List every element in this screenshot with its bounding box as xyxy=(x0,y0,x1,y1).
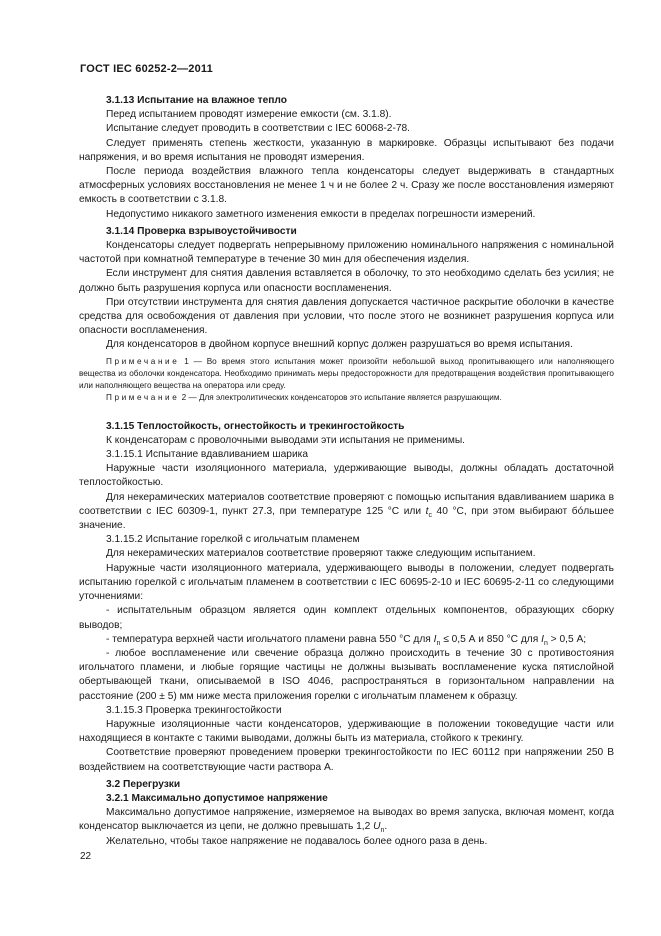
note-2 xyxy=(79,392,614,404)
paragraph: Соответствие проверяют проведением проверки трекингостойкости по IEC 60112 при напряжении 250 В воздействием на соответствующие части раствора А. xyxy=(79,747,614,773)
symbol-i: I xyxy=(541,633,544,645)
note-label: Примечание xyxy=(106,392,180,402)
text-run: > 0,5 А; xyxy=(547,633,587,645)
text-run: Максимально допустимое напряжение, измеряемое на выводах во время запуска, включая момент, когда конденсатор выключается из цепи, не должно превышать 1,2 xyxy=(79,807,614,833)
paragraph: К конденсаторам с проволочными выводами эти испытания не применимы. xyxy=(106,434,465,446)
subscript-n: n xyxy=(543,639,548,647)
list-item xyxy=(79,633,614,647)
symbol-u: U xyxy=(373,821,381,833)
paragraph: Перед испытанием проводят измерение емкости (см. 3.1.8). xyxy=(106,109,392,121)
paragraph xyxy=(79,491,614,534)
symbol-t: t xyxy=(425,505,429,517)
note-label: Примечание xyxy=(106,356,180,366)
text-run: - температура верхней части игольчатого пламени равна 550 °С для xyxy=(106,633,434,645)
subscript-c: c xyxy=(428,511,432,519)
paragraph: Для некерамических материалов соответствие проверяют также следующим испытанием. xyxy=(106,548,536,560)
symbol-i: I xyxy=(433,633,437,645)
section-3-1-14-title: 3.1.14 Проверка взрывоустойчивости xyxy=(106,225,297,237)
text-run: 40 °С, при этом выбирают бóльшее значение. xyxy=(79,505,614,532)
page-number: 22 xyxy=(80,851,92,862)
paragraph: Наружные части изоляционного материала, удерживающие выводы, должны обладать достаточной теплостойкостью. xyxy=(79,463,614,489)
paragraph: При отсутствии инструмента для снятия давления допускается частичное раскрытие оболочки в качестве средства для освобождения от давления при условии, что после этого не возникнет разрушения корпуса или опасности воспламенения. xyxy=(79,296,614,337)
paragraph: Испытание следует проводить в соответствии с IEC 60068-2-78. xyxy=(106,123,411,135)
note-text: 2 — Для электролитических конденсаторов это испытание является разрушающим. xyxy=(181,392,502,402)
paragraph: Для конденсаторов в двойном корпусе внешний корпус должен разрушаться во время испытания. xyxy=(106,339,573,351)
section-3-2-1-title: 3.2.1 Максимально допустимое напряжение xyxy=(106,792,328,804)
subsection-3-1-15-3-title: 3.1.15.3 Проверка трекингостойкости xyxy=(106,704,282,716)
paragraph xyxy=(79,806,614,834)
page-header: ГОСТ IEC 60252-2—2011 xyxy=(80,63,213,75)
text-run: Для некерамических материалов соответствие проверяют с помощью испытания вдавливанием шарика в соответствии с IEC 60309-1, пункт 27.3, при температуре 125 °С или xyxy=(79,491,614,517)
note-text: 1 — Во время этого испытания может произойти небольшой выход пропитывающего или наполняющего вещества из оболочки конденсатора. Необходимо принимать меры предосторожности для предотвращения воздействия пропитывающего или наполняющего вещества на оператора или среду. xyxy=(79,356,614,390)
paragraph: Желательно, чтобы такое напряжение не подавалось более одного раза в день. xyxy=(106,835,488,847)
list-item: - испытательным образцом является один комплект отдельных компонентов, образующих сборку выводов; xyxy=(79,605,614,631)
section-3-2-title: 3.2 Перегрузки xyxy=(106,778,181,790)
section-3-1-15-title: 3.1.15 Теплостойкость, огнестойкость и трекингостойкость xyxy=(106,420,405,432)
paragraph: После периода воздействия влажного тепла конденсаторы следует выдерживать в стандартных атмосферных условиях восстановления не менее 1 ч и не более 2 ч. Сразу же после восстановления измеряют емкость в соответствии с 3.1.8. xyxy=(79,166,614,206)
paragraph: Наружные части изоляционного материала, удерживающего выводы в положении, следует подвергать испытанию горелкой с игольчатым пламенем в соответствии с IEC 60695-2-10 и IEC 60695-2-11 со следующими уточнениями: xyxy=(79,562,614,603)
section-3-1-13-title: 3.1.13 Испытание на влажное тепло xyxy=(106,95,287,106)
subsection-3-1-15-1-title: 3.1.15.1 Испытание вдавливанием шарика xyxy=(106,449,308,461)
text-run: . xyxy=(384,821,388,833)
paragraph: Недопустимо никакого заметного изменения емкости в пределах погрешности измерений. xyxy=(106,208,536,220)
paragraph: Конденсаторы следует подвергать непрерывному приложению номинального напряжения с номинальной частотой при комнатной температуре в течение 30 мин для обеспечения изделия. xyxy=(79,240,614,266)
subscript-n: n xyxy=(436,639,441,647)
list-item: - любое воспламенение или свечение образца должно происходить в течение 30 с противостояния игольчатого пламени, и любые горящие частицы не должны вызывать воспламенение куска пятислойной обертывающей ткани, описываемой в ISO 4046, распространяться в горизонтальном направлении на расстояние (200 ± 5) мм ниже места приложения горелки с игольчатым пламенем к образцу. xyxy=(79,647,614,702)
paragraph: Если инструмент для снятия давления вставляется в оболочку, то это необходимо сделать без усилия; не должно быть разрушения корпуса или опасности воспламенения. xyxy=(79,268,614,294)
text-run: ≤ 0,5 А и 850 °С для xyxy=(440,633,542,645)
note-1 xyxy=(79,356,614,392)
paragraph: Наружные изоляционные части конденсаторов, удерживающие в положении токоведущие части или находящиеся в контакте с такими выводами, должны быть из материала, стойкого к трекингу. xyxy=(79,718,614,745)
subsection-3-1-15-2-title: 3.1.15.2 Испытание горелкой с игольчатым пламенем xyxy=(106,534,360,546)
page-content xyxy=(79,91,614,849)
subscript-n: n xyxy=(380,827,385,835)
paragraph: Следует применять степень жесткости, указанную в маркировке. Образцы испытывают без подачи напряжения, и во время испытания не проводят измерения. xyxy=(79,137,614,163)
